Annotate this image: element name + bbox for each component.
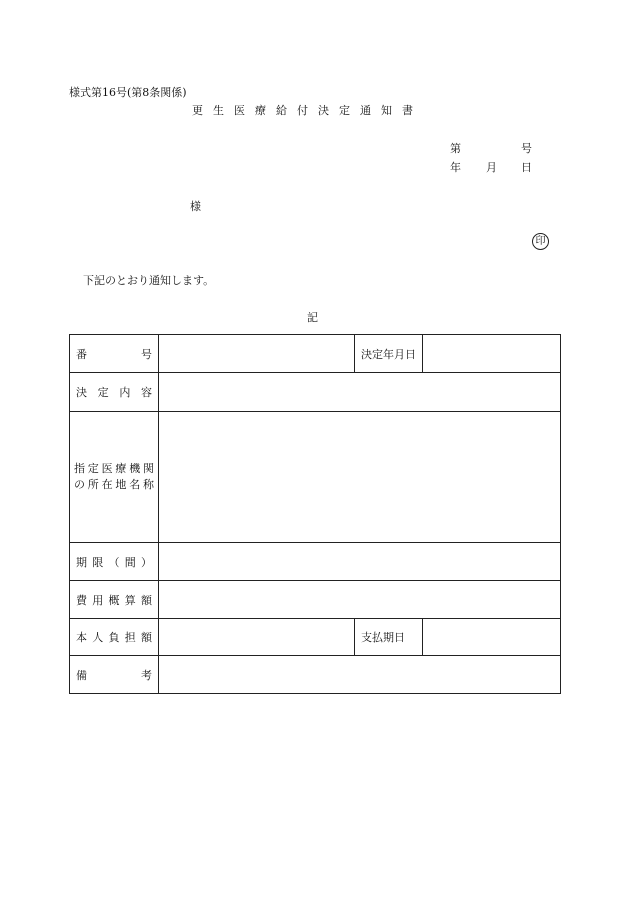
date-year: 年 bbox=[450, 161, 461, 174]
row-self-pay bbox=[70, 619, 561, 656]
ki-heading: 記 bbox=[307, 311, 318, 324]
period-label: 期限（間） bbox=[70, 543, 159, 581]
row-period bbox=[70, 543, 561, 581]
recipient-honorific: 様 bbox=[190, 200, 201, 213]
cost-label: 費用概算額 bbox=[70, 581, 159, 619]
payment-date-value bbox=[423, 619, 561, 656]
number-label: 番号 bbox=[70, 335, 159, 373]
decision-date-label: 決定年月日 bbox=[355, 335, 423, 373]
self-pay-value bbox=[159, 619, 355, 656]
decision-date-value bbox=[423, 335, 561, 373]
institution-value bbox=[159, 412, 561, 543]
remarks-label: 備考 bbox=[70, 656, 159, 694]
self-pay-label: 本人負担額 bbox=[70, 619, 159, 656]
document-title: 更生医療給付決定通知書 bbox=[192, 104, 423, 117]
decision-content-value bbox=[159, 373, 561, 412]
row-decision-content bbox=[70, 373, 561, 412]
intro-text: 下記のとおり通知します。 bbox=[83, 274, 215, 287]
date-month: 月 bbox=[486, 161, 497, 174]
row-institution bbox=[70, 412, 561, 543]
decision-content-label: 決定内容 bbox=[70, 373, 159, 412]
number-value bbox=[159, 335, 355, 373]
institution-label-line1: 指定医療機関 bbox=[74, 462, 154, 475]
institution-label-line2: の所在地名称 bbox=[74, 478, 154, 491]
row-number bbox=[70, 335, 561, 373]
form-number: 様式第16号(第8条関係) bbox=[69, 86, 187, 99]
issue-number-prefix: 第 bbox=[450, 142, 461, 155]
seal-mark: 印 bbox=[532, 233, 549, 250]
cost-value bbox=[159, 581, 561, 619]
payment-date-label: 支払期日 bbox=[355, 619, 423, 656]
issue-number-suffix: 号 bbox=[521, 142, 532, 155]
row-cost bbox=[70, 581, 561, 619]
notification-table bbox=[69, 334, 561, 694]
date-day: 日 bbox=[521, 161, 532, 174]
period-value bbox=[159, 543, 561, 581]
institution-label bbox=[70, 412, 159, 543]
row-remarks bbox=[70, 656, 561, 694]
remarks-value bbox=[159, 656, 561, 694]
